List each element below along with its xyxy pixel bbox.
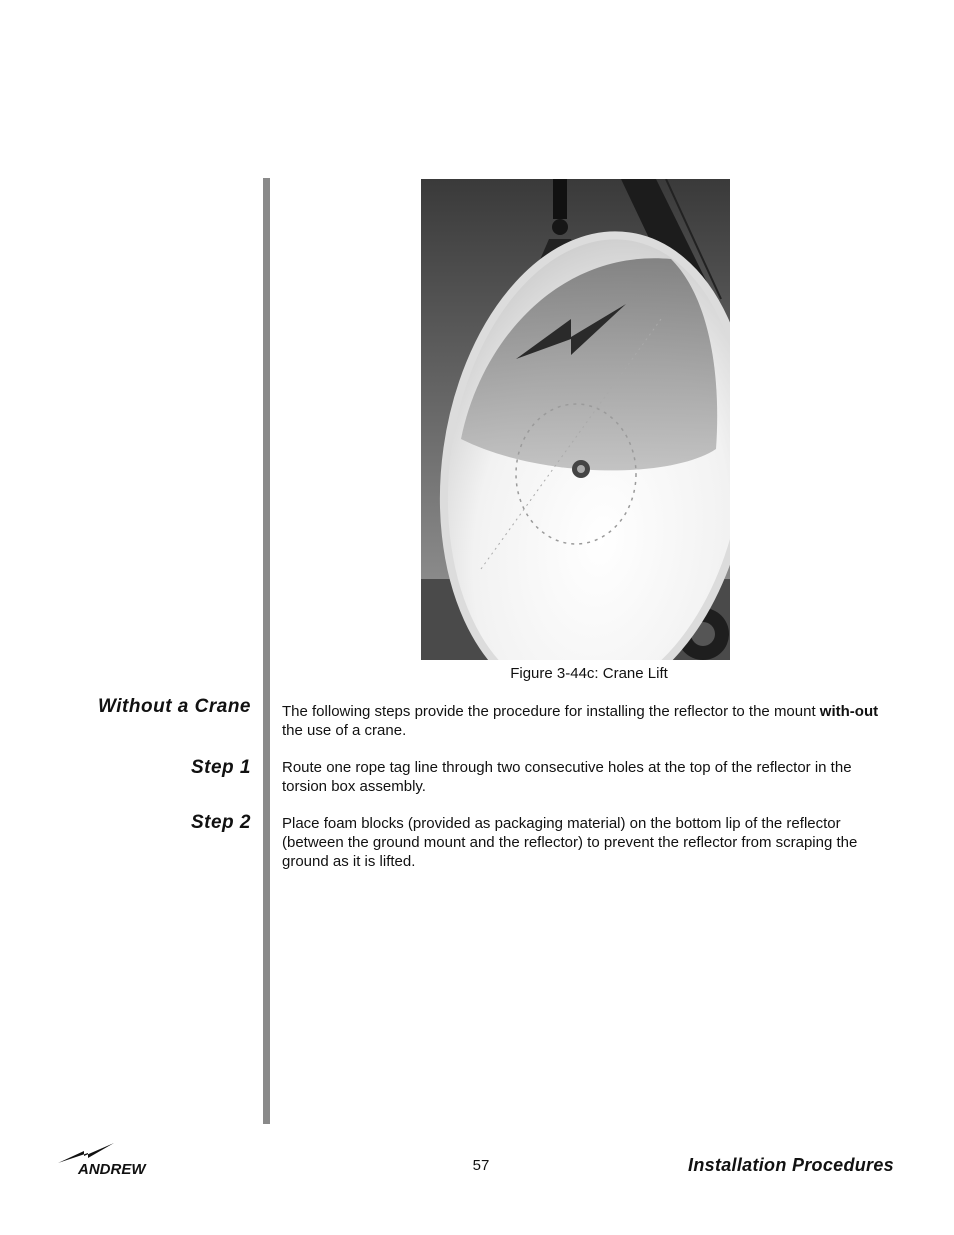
paragraph-text: the use of a crane. bbox=[282, 722, 407, 739]
paragraph-emphasis: with-out bbox=[819, 703, 879, 720]
page-number: 57 bbox=[472, 1157, 490, 1174]
paragraph-step-2: Place foam blocks (provided as packaging material) on the bottom lip of the reflector (between the ground mount and the reflector) to prevent the reflector from scraping the ground as it is lifted. bbox=[282, 815, 858, 870]
crane-lift-photo bbox=[421, 179, 730, 660]
margin-rule bbox=[263, 178, 270, 1124]
heading-step-2: Step 2 bbox=[190, 812, 251, 833]
paragraph-without-crane bbox=[282, 702, 892, 740]
paragraph-step-1: Route one rope tag line through two consecutive holes at the top of the reflector in the torsion box assembly. bbox=[282, 759, 852, 795]
footer-section-title: Installation Procedures bbox=[688, 1155, 894, 1175]
brand-text: ANDREW bbox=[78, 1161, 146, 1177]
heading-step-1: Step 1 bbox=[190, 757, 251, 778]
andrew-logo bbox=[56, 1141, 176, 1177]
andrew-lightning-logo-icon bbox=[56, 1141, 176, 1177]
figure-caption: Figure 3-44c: Crane Lift bbox=[510, 665, 668, 682]
heading-without-crane: Without a Crane bbox=[98, 696, 251, 717]
paragraph-text: The following steps provide the procedure for installing the reflector to the mount bbox=[282, 703, 820, 720]
